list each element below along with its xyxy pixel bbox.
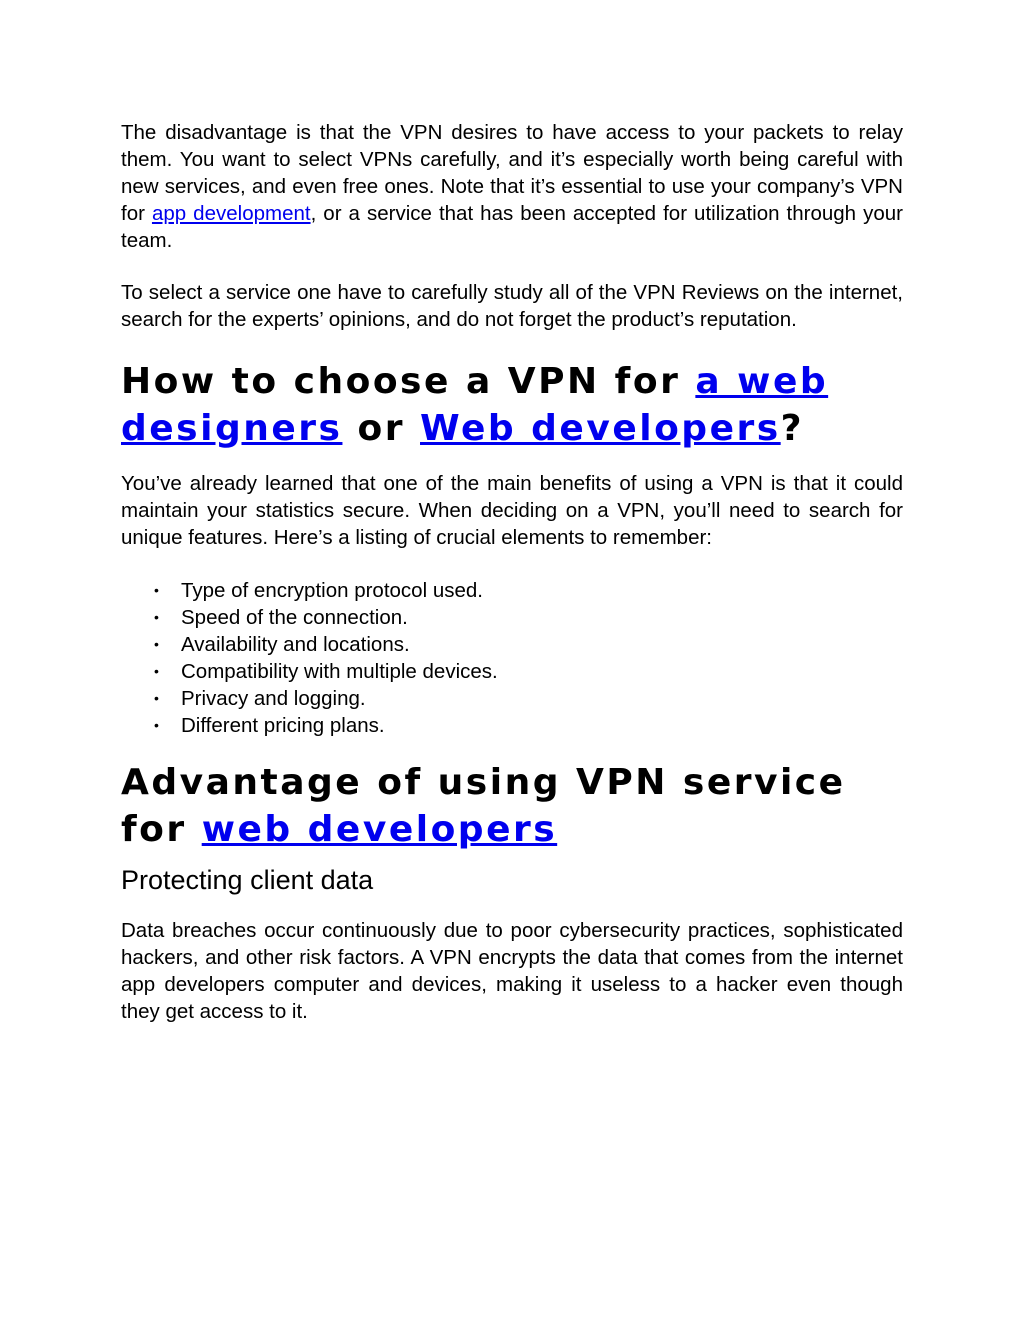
document-page [121,119,903,1025]
list-item [121,712,903,739]
list-item-text: Type of encryption protocol used. [181,579,483,602]
list-item [121,658,903,685]
bullet-icon: • [154,582,159,598]
list-item-text: Compatibility with multiple devices. [181,660,498,683]
heading-text: or [342,408,421,449]
paragraph-vpn-disadvantage [121,119,903,254]
web-developers-link[interactable]: Web developers [420,408,781,449]
heading-text: How to choose a VPN for [121,361,696,402]
bullet-icon: • [154,690,159,706]
paragraph-text: The disadvantage is that the VPN desires to have access to your packets to relay them. You want to select VPNs carefully, and it’s especially worth being careful with new services, and even free ones. Note that it’s essential to use your company’s VPN for [121,121,903,225]
bullet-icon: • [154,636,159,652]
app-development-link[interactable]: app development [151,202,311,225]
list-item [121,631,903,658]
bullet-icon: • [154,717,159,733]
paragraph-text: , or a service that has been accepted for utilization through your team. [121,202,903,252]
web-developers-link[interactable]: web developers [201,809,558,850]
paragraph-data-breaches: Data breaches occur continuously due to poor cybersecurity practices, sophisticated hackers, and other risk factors. A VPN encrypts the data that comes from the internet app developers computer and devices, making it useless to a hacker even though they get access to it. [121,919,903,1023]
paragraph-main-benefits: You’ve already learned that one of the main benefits of using a VPN is that it could maintain your statistics secure. When deciding on a VPN, you’ll need to search for unique features. Here’s a listing of crucial elements to remember: [121,472,903,549]
list-item [121,604,903,631]
bullet-icon: • [154,663,159,679]
web-designers-link[interactable]: a web designers [121,361,829,449]
feature-list [121,577,903,739]
list-item [121,577,903,604]
subheading-protecting-client-data: Protecting client data [121,865,374,895]
heading-advantage [121,759,903,853]
paragraph-select-service: To select a service one have to carefully study all of the VPN Reviews on the internet, search for the experts’ opinions, and do not forget the product’s reputation. [121,281,903,331]
list-item-text: Different pricing plans. [181,714,385,737]
list-item-text: Availability and locations. [181,633,410,656]
list-item-text: Speed of the connection. [181,606,408,629]
list-item-text: Privacy and logging. [181,687,366,710]
heading-text: Advantage of using VPN service for [121,762,846,850]
heading-text: ? [780,408,805,449]
heading-how-to-choose [121,358,903,452]
list-item [121,685,903,712]
bullet-icon: • [154,609,159,625]
